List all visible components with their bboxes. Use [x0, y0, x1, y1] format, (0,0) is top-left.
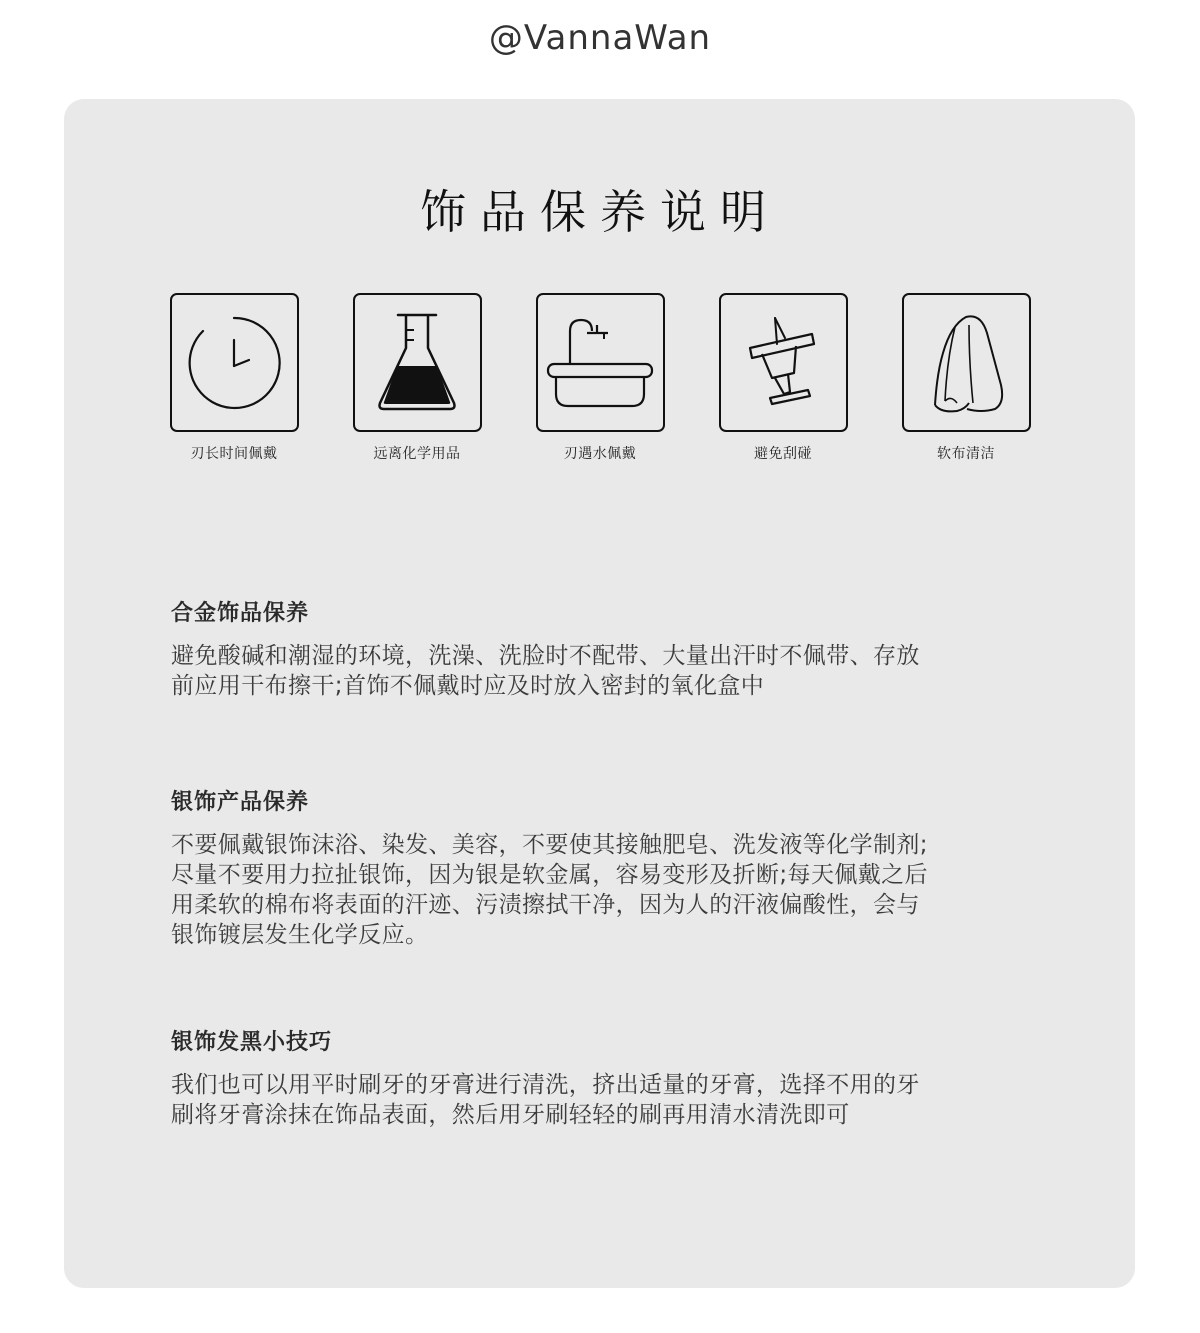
care-item-flask [322, 293, 512, 463]
section-silver-tips [171, 1025, 941, 1130]
care-item-label: 刃遇水佩戴 [563, 446, 637, 462]
section-heading: 银饰发黑小技巧 [171, 1030, 333, 1055]
section-silver-care [171, 785, 941, 950]
cloth-icon-box [902, 293, 1031, 432]
care-item-bathtub [505, 293, 695, 463]
section-body: 避免酸碱和潮湿的环境，洗澡、洗脸时不配带、大量出汗时不佩带、存放前应用干布擦干;首饰不佩戴时应及时放入密封的氧化盒中 [171, 643, 920, 699]
section-heading: 银饰产品保养 [171, 790, 310, 815]
flask-icon-box [353, 293, 482, 432]
care-item-label: 远离化学用品 [373, 446, 461, 462]
care-item-label: 避免刮碰 [754, 446, 812, 462]
care-item-clock [139, 293, 329, 463]
care-icon-row [0, 293, 1200, 473]
clock-icon [179, 308, 289, 418]
clock-icon-box [170, 293, 299, 432]
care-item-cloth [871, 293, 1061, 463]
care-item-label: 刃长时间佩戴 [190, 446, 278, 462]
flask-icon [362, 308, 472, 418]
section-heading: 合金饰品保养 [171, 601, 310, 626]
scratch-icon-box [719, 293, 848, 432]
page-title: 饰品保养说明 [420, 185, 780, 239]
section-body: 不要佩戴银饰沫浴、染发、美容，不要使其接触肥皂、洗发液等化学制剂;尽量不要用力拉扯银饰，因为银是软金属，容易变形及折断;每天佩戴之后用柔软的棉布将表面的汗迹、污渍擦拭干净，因为人的汗液偏酸性，会与银饰镀层发生化学反应。 [171, 832, 928, 948]
bathtub-icon [540, 308, 660, 418]
care-item-label: 软布清洁 [937, 446, 995, 462]
care-item-scratch [688, 293, 878, 463]
scratch-icon [728, 308, 838, 418]
section-alloy-care [171, 596, 941, 701]
cloth-icon [911, 303, 1021, 423]
section-body: 我们也可以用平时刷牙的牙膏进行清洗，挤出适量的牙膏，选择不用的牙刷将牙膏涂抹在饰品表面，然后用牙刷轻轻的刷再用清水清洗即可 [171, 1072, 920, 1128]
bathtub-icon-box [536, 293, 665, 432]
watermark: @VannaWan [488, 18, 712, 58]
